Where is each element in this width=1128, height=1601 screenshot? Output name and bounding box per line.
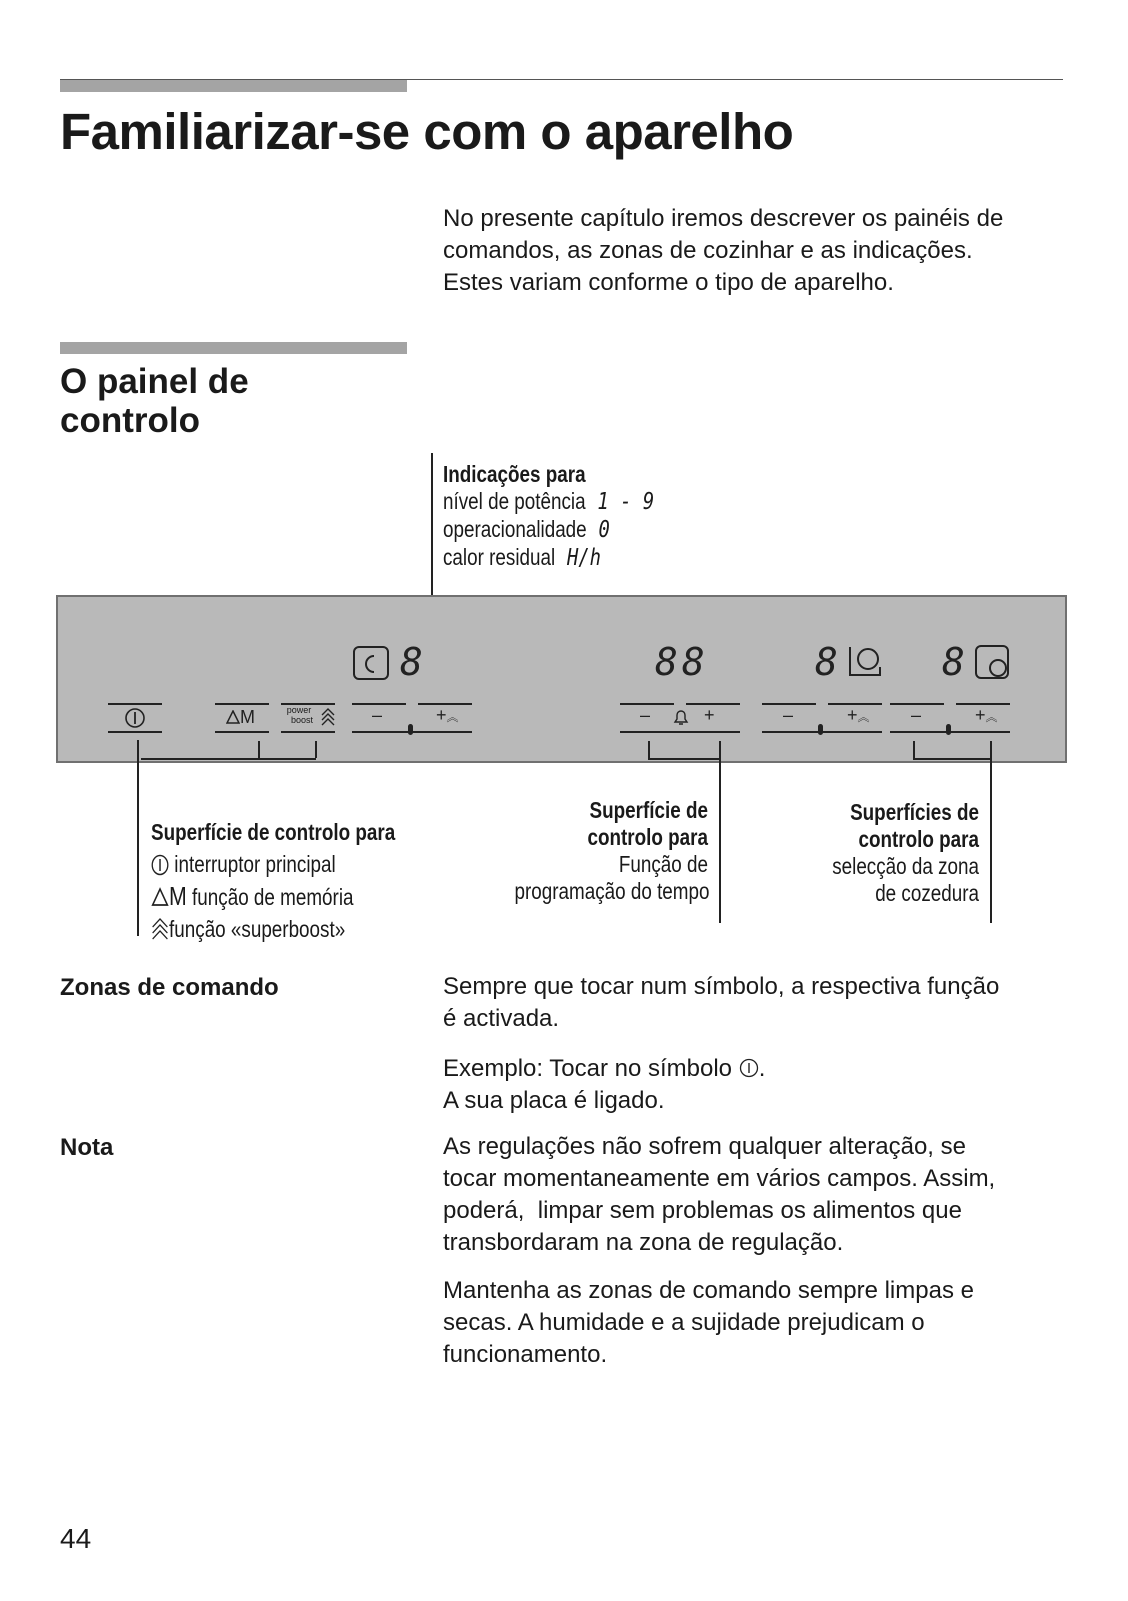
example-text: Exemplo: Tocar no símbolo (443, 1055, 733, 1082)
zone-ring-icon-4 (973, 643, 1013, 683)
intro-paragraph (443, 203, 1063, 299)
zone4-plus-button[interactable] (975, 705, 998, 726)
boost-chevron-icon: ︽ (857, 710, 870, 724)
key-line (215, 703, 269, 705)
indications-power-row (443, 488, 654, 516)
power-level-symbol: 1 - 9 (597, 489, 655, 515)
plus-label: + (847, 705, 858, 725)
slider-thumb[interactable] (818, 724, 823, 735)
slider-thumb[interactable] (408, 724, 413, 735)
timer-display: 88 (655, 640, 709, 684)
right-bracket (913, 758, 991, 760)
nota-label: Nota (60, 1134, 114, 1161)
paragraph-line: funcionamento. (443, 1341, 608, 1368)
zonas-paragraph-1 (443, 971, 1068, 1035)
memory-function-label: função de memória (192, 884, 354, 910)
paragraph-line: Sempre que tocar num símbolo, a respectiva função (443, 973, 1000, 1000)
middle-bracket (648, 758, 720, 760)
memory-triangle-icon (151, 887, 169, 907)
zone-ring-icon-3 (846, 643, 886, 683)
paragraph-line: é activada. (443, 1005, 560, 1032)
power-switch-icon (151, 854, 169, 876)
power-switch-icon (739, 1058, 759, 1078)
zonas-paragraph-2 (443, 1053, 1068, 1117)
memory-symbol-label: M (169, 881, 187, 911)
power-level-label: nível de potência (443, 488, 586, 514)
left-bracket-tick (315, 741, 317, 758)
middle-bracket-tick (648, 741, 650, 758)
bell-icon (671, 707, 691, 727)
right-bracket-tick (913, 741, 915, 758)
superboost-label: função «superboost» (169, 916, 346, 942)
left-callout-row (151, 913, 395, 945)
paragraph-line: A sua placa é ligado. (443, 1087, 665, 1114)
page-title: Familiarizar-se com o aparelho (60, 103, 794, 160)
left-bracket-tick (258, 741, 260, 758)
boost-chevron-icon: ︽ (985, 710, 998, 724)
zone3-display: 8 (815, 640, 842, 684)
key-line (620, 731, 740, 733)
intro-line: Estes variam conforme o tipo de aparelho. (443, 269, 894, 296)
zone4-minus-button[interactable]: – (911, 705, 922, 725)
right-callout (754, 799, 979, 907)
paragraph-line: transbordaram na zona de regulação. (443, 1229, 844, 1256)
paragraph-line: secas. A humidade e a sujidade prejudicam o (443, 1309, 925, 1336)
middle-callout-text: Função de (618, 851, 708, 877)
paragraph-line: As regulações não sofrem qualquer alteração, se (443, 1133, 966, 1160)
key-line (215, 731, 269, 733)
zonas-label: Zonas de comando (60, 974, 279, 1001)
left-callout (151, 816, 449, 945)
plus-label: + (436, 705, 447, 725)
indications-heading: Indicações para (443, 461, 586, 487)
timer-plus-button[interactable]: + (704, 705, 715, 725)
intro-line: No presente capítulo iremos descrever os painéis de (443, 205, 1004, 232)
middle-callout-heading: Superfície de (589, 797, 708, 823)
example-period: . (758, 1055, 766, 1082)
right-callout-text: de cozedura (875, 880, 979, 906)
indications-callout (443, 461, 701, 572)
key-line (108, 703, 162, 705)
section-title-line: O painel de (60, 362, 249, 401)
memory-label: M (240, 707, 255, 727)
memory-button[interactable] (226, 707, 255, 728)
middle-callout-heading: controlo para (587, 824, 708, 850)
power-boost-bottom-label: boost (291, 715, 314, 725)
middle-leader-line (719, 741, 721, 923)
left-callout-heading: Superfície de controlo para (151, 819, 396, 845)
zone1-display: 8 (400, 640, 427, 684)
zone1-plus-button[interactable] (436, 705, 459, 726)
paragraph-line: tocar momentaneamente em vários campos. Assim, (443, 1165, 996, 1192)
paragraph-line: Mantenha as zonas de comando sempre limpas e (443, 1277, 974, 1304)
superboost-chevron-icon (151, 918, 169, 940)
key-line (281, 731, 335, 733)
slider-thumb[interactable] (946, 724, 951, 735)
header-rule-thick (60, 80, 407, 92)
middle-callout (472, 797, 708, 905)
residual-heat-symbol: H/h (566, 545, 602, 571)
power-boost-button[interactable] (285, 705, 313, 725)
section-title (60, 362, 400, 440)
zone4-display: 8 (942, 640, 969, 684)
middle-callout-text: programação do tempo (514, 878, 710, 904)
nota-paragraph-2 (443, 1275, 1068, 1371)
superboost-chevron-icon (321, 708, 335, 726)
key-line (108, 731, 162, 733)
residual-heat-label: calor residual (443, 544, 556, 570)
left-callout-row (151, 848, 395, 880)
page-number: 44 (60, 1523, 92, 1554)
indications-operational-row (443, 516, 654, 544)
right-callout-text: selecção da zona (832, 853, 979, 879)
paragraph-line: poderá, limpar sem problemas os alimentos que (443, 1197, 962, 1224)
left-callout-row (151, 880, 395, 913)
zone1-minus-button[interactable]: – (372, 705, 383, 725)
nota-paragraph-1 (443, 1131, 1068, 1259)
main-switch-label: interruptor principal (174, 851, 336, 877)
right-leader-line (990, 741, 992, 923)
left-leader-line (137, 740, 139, 936)
section-title-line: controlo (60, 401, 200, 440)
power-boost-top-label: power (286, 705, 312, 715)
memory-triangle-icon (226, 710, 240, 724)
section-rule (60, 342, 407, 354)
paragraph-line (443, 1053, 1068, 1085)
plus-label: + (975, 705, 986, 725)
zone3-plus-button[interactable] (847, 705, 870, 726)
boost-chevron-icon: ︽ (446, 710, 459, 724)
indications-residual-row (443, 544, 654, 572)
zone-ring-icon-1 (352, 645, 392, 681)
timer-minus-button[interactable]: – (640, 705, 651, 725)
control-panel (56, 595, 1067, 763)
right-callout-heading: controlo para (858, 826, 979, 852)
intro-line: comandos, as zonas de cozinhar e as indicações. (443, 237, 973, 264)
power-switch-icon[interactable] (124, 707, 146, 729)
right-callout-heading: Superfícies de (850, 799, 979, 825)
operational-symbol: 0 (598, 517, 610, 543)
zone3-minus-button[interactable]: – (783, 705, 794, 725)
left-bracket (141, 758, 316, 760)
operational-label: operacionalidade (443, 516, 587, 542)
